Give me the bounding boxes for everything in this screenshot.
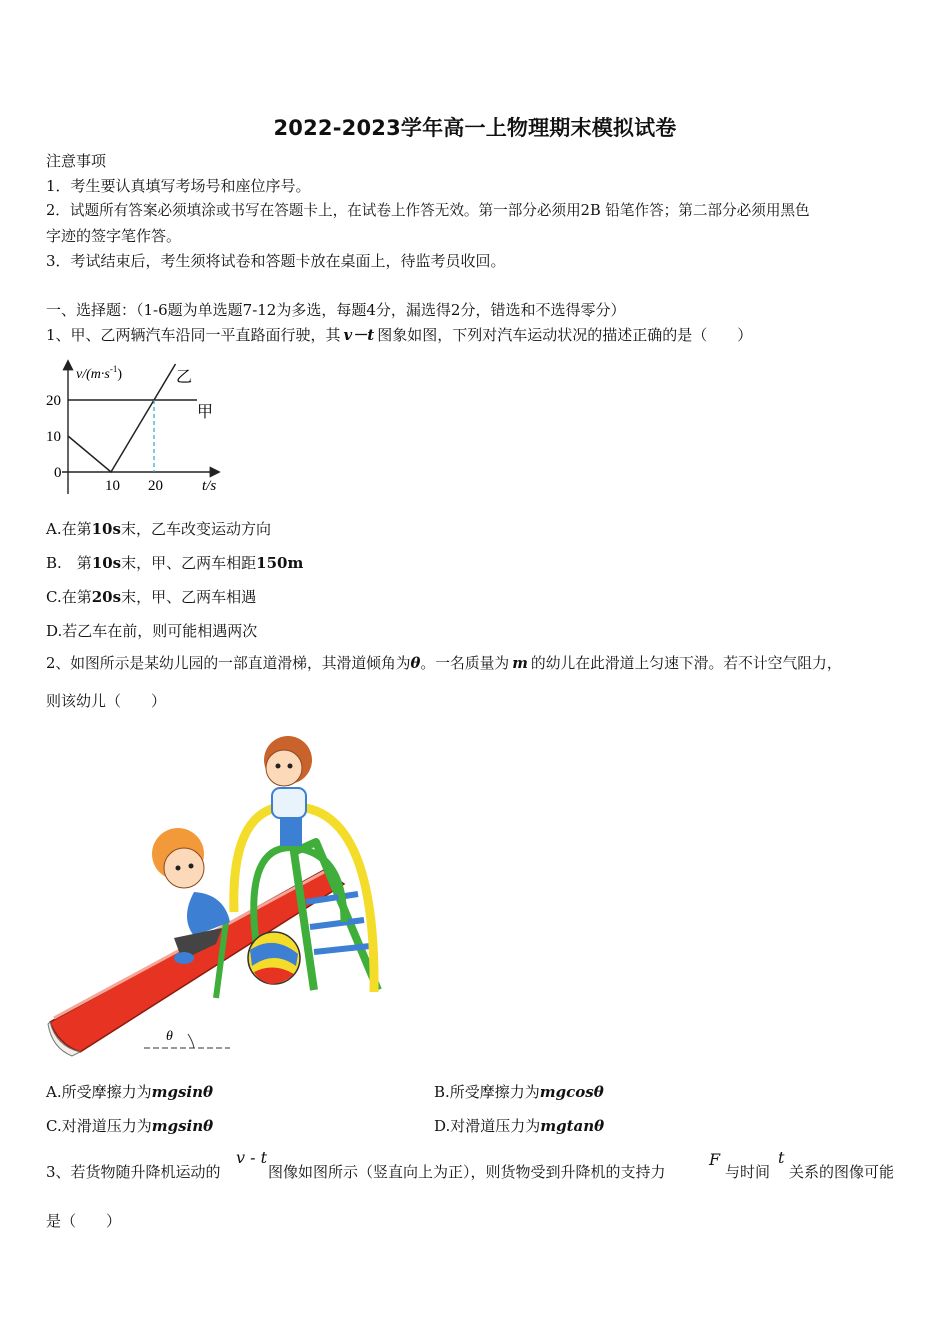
q2-option-b-expr: mgcosθ: [539, 1083, 604, 1101]
q1-option-d-text: 若乙车在前，则可能相遇两次: [62, 622, 258, 640]
top-child-shirt: [272, 788, 306, 818]
q1-option-c-prefix: C.: [46, 588, 62, 606]
notice-item-2-cont: 字迹的签字笔作答。: [46, 227, 182, 245]
q2-stem-text-b: 。一名质量为: [420, 655, 510, 672]
q1-stem-text-a: 1、甲、乙两辆汽车沿同一平直路面行驶，其: [46, 326, 341, 344]
q3-F: F: [709, 1150, 721, 1169]
series-label-yi: 乙: [176, 369, 193, 386]
y-tick-20: 20: [46, 393, 61, 409]
q2-option-d[interactable]: [434, 1115, 604, 1136]
q1-option-c-text: 在第: [61, 588, 92, 606]
q2-stem: [46, 654, 842, 674]
slide-child-shoe: [174, 952, 194, 964]
top-child-pants: [280, 818, 302, 846]
q1-option-c[interactable]: [46, 586, 256, 607]
q2-stem-text-a: 2、如图所示是某幼儿园的一部直道滑梯，其滑道倾角为: [46, 655, 411, 672]
slide-child-face: [164, 848, 204, 888]
x-tick-10: 10: [105, 478, 120, 494]
q1-option-c-num: 20s: [91, 588, 122, 606]
q1-option-a-text-b: 末，乙车改变运动方向: [120, 520, 271, 538]
page-title: 2022-2023学年高一上物理期末模拟试卷: [273, 116, 677, 140]
q2-option-a-expr: mgsinθ: [151, 1083, 214, 1101]
section-heading: 一、选择题：（1-6题为单选题7-12为多选，每题4分，漏选得2分，错选和不选得零分）: [46, 301, 626, 319]
q1-stem-var: v－t: [343, 326, 375, 344]
y-tick-0: 0: [54, 465, 62, 481]
q2-theta: θ: [410, 655, 421, 672]
q2-option-c[interactable]: [46, 1115, 213, 1136]
ladder-rung-2: [310, 920, 364, 927]
top-child-face: [266, 750, 302, 786]
notice-item-1: 1．考生要认真填写考场号和座位序号。: [46, 177, 311, 195]
q2-option-d-expr: mgtanθ: [540, 1117, 605, 1135]
q3-stem-d: 关系的图像可能: [789, 1163, 895, 1181]
q2-option-c-text: C.对滑道压力为: [46, 1117, 152, 1135]
notice-item-2: 2．试题所有答案必须填涂或书写在答题卡上，在试卷上作答无效。第一部分必须用2B 铅笔作答；第二部分必须用黑色: [46, 202, 810, 219]
q1-option-b-num2: 150m: [256, 554, 304, 572]
q2-option-d-text: D.对滑道压力为: [434, 1117, 541, 1135]
q1-option-b-text-b: 末，甲、乙两车相距: [121, 554, 257, 572]
y-axis-label: $v/(m\cdot s^{-1})$: [76, 364, 122, 382]
q3-vt: v - t: [236, 1148, 268, 1167]
q1-stem: [46, 325, 752, 345]
notice-heading: 注意事项: [46, 152, 107, 170]
y-tick-10: 10: [46, 429, 61, 445]
q2-stem-text-c: 的幼儿在此滑道上匀速下滑。若不计空气阻力，: [530, 655, 842, 672]
q1-stem-text-b: 图象如图，下列对汽车运动状况的描述正确的是（ ）: [377, 326, 753, 344]
angle-arc: [188, 1034, 194, 1048]
series-label-jia: 甲: [197, 404, 214, 421]
q1-option-b-text: 第: [76, 554, 92, 572]
q3-stem-b: 图像如图所示（竖直向上为正），则货物受到升降机的支持力: [268, 1163, 666, 1181]
notice-item-3: 3．考试结束后，考生须将试卷和答题卡放在桌面上，待监考员收回。: [46, 252, 506, 270]
ladder-green-frame: [294, 842, 378, 990]
q1-option-d-prefix: D.: [46, 622, 63, 640]
q1-option-a-text: 在第: [61, 520, 92, 538]
x-axis-label: t/s: [202, 478, 217, 494]
q1-option-b-prefix: B.: [46, 554, 77, 572]
q1-option-d[interactable]: [46, 620, 257, 641]
q1-vt-graph: [42, 352, 232, 502]
q1-option-b[interactable]: [46, 552, 303, 573]
q2-option-a[interactable]: [46, 1081, 213, 1102]
q1-option-c-text-b: 末，甲、乙两车相遇: [121, 588, 257, 606]
q1-option-b-num: 10s: [91, 554, 122, 572]
q3-t: t: [778, 1148, 785, 1167]
q2-option-b[interactable]: [434, 1081, 604, 1102]
q1-option-a[interactable]: [46, 518, 271, 539]
q3-stem-a: 3、若货物随升降机运动的: [46, 1163, 221, 1181]
q2-option-a-text: A.所受摩擦力为: [46, 1083, 152, 1101]
q1-option-a-prefix: A.: [46, 520, 62, 538]
q2-option-c-expr: mgsinθ: [151, 1117, 214, 1135]
q2-option-b-text: B.所受摩擦力为: [434, 1083, 540, 1101]
q1-option-a-num: 10s: [91, 520, 121, 538]
slide-illustration: [44, 722, 386, 1062]
q3-stem-c: 与时间: [725, 1163, 771, 1181]
q2-mass: m: [512, 655, 528, 672]
angle-label: θ: [166, 1029, 173, 1044]
q3-stem-e: 是（ ）: [46, 1212, 122, 1230]
q2-stem-line2: 则该幼儿（ ）: [46, 692, 167, 710]
x-tick-20: 20: [148, 478, 163, 494]
